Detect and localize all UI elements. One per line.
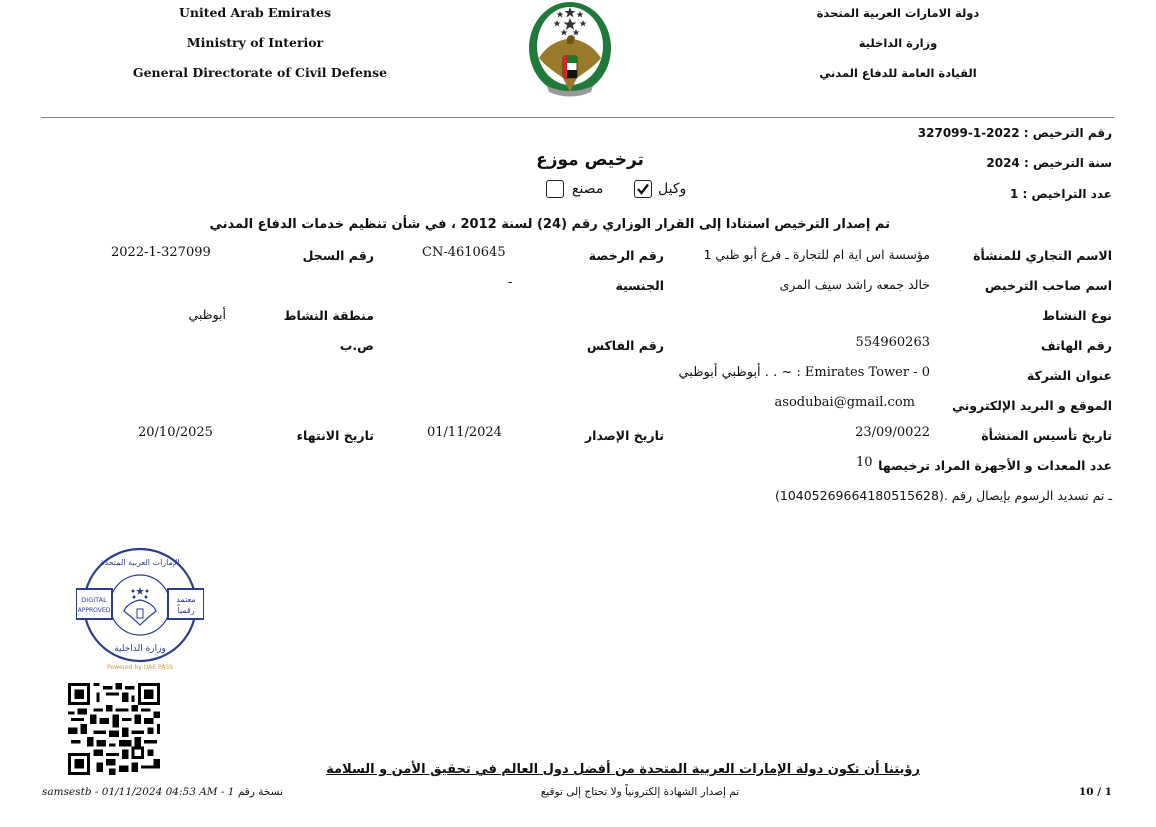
- license-count-line: [1010, 187, 1112, 201]
- footer-electronic-note: تم إصدار الشهادة إلكترونياً ولا تحتاج إلى توقيع: [540, 786, 740, 798]
- issue-date-label: تاريخ الإصدار: [584, 428, 664, 443]
- stamp-bottom-text: وزارة الداخلية: [114, 644, 166, 654]
- license-number-label: رقم الترخيص :: [1023, 126, 1112, 140]
- footer-version-number: 1: [227, 786, 235, 798]
- registry-value: 2022-1-327099: [111, 245, 211, 260]
- license-number-value: 327099-1-2022: [917, 126, 1020, 140]
- qr-code-icon: [68, 683, 160, 775]
- checkbox-manufacturer-label: مصنع: [572, 181, 604, 197]
- po-box-label: ص.ب: [339, 338, 374, 353]
- stamp-right-line2: رقمياً: [177, 606, 195, 615]
- checkmark-icon: [636, 182, 650, 196]
- fax-label: رقم الفاكس: [586, 338, 664, 353]
- document-title: ترخيص موزع: [536, 150, 644, 170]
- nationality-value: -: [508, 275, 513, 290]
- phone-label: رقم الهاتف: [1040, 338, 1112, 353]
- checkbox-manufacturer[interactable]: [546, 180, 603, 198]
- nationality-label: الجنسية: [615, 278, 664, 293]
- header-en-ministry: Ministry of Interior: [186, 35, 324, 50]
- license-number-line: [918, 126, 1112, 140]
- checkbox-agent[interactable]: [634, 180, 686, 198]
- checkbox-agent-box[interactable]: [634, 180, 652, 198]
- established-label: تاريخ تأسيس المنشأة: [981, 428, 1112, 443]
- license-year-line: [986, 156, 1112, 170]
- license-year-value: 2024: [986, 156, 1020, 170]
- trade-name-value: مؤسسة اس اية ام للتجارة ـ فرع أبو ظبي 1: [703, 247, 930, 262]
- footer-page-number: 10 / 1: [1078, 786, 1112, 798]
- email-label: الموقع و البريد الإلكتروني: [951, 398, 1112, 413]
- header-ar-country: دولة الامارات العربية المتحدة: [816, 6, 980, 20]
- email-value: asodubai@gmail.com: [774, 395, 915, 410]
- header-en-country: United Arab Emirates: [179, 5, 331, 20]
- activity-type-label: نوع النشاط: [1042, 308, 1112, 323]
- stamp-approved-text: APPROVED: [77, 607, 111, 614]
- license-no-label: رقم الرخصة: [588, 248, 664, 263]
- checkbox-manufacturer-box[interactable]: [546, 180, 564, 198]
- checkbox-agent-label: وكيل: [658, 181, 687, 197]
- footer-user-stamp: [42, 786, 283, 798]
- registry-label: رقم السجل: [302, 248, 374, 263]
- header-ar-ministry: وزارة الداخلية: [858, 36, 938, 50]
- owner-label: اسم صاحب الترخيص: [984, 278, 1112, 293]
- license-count-label: عدد التراخيص :: [1022, 187, 1112, 201]
- decree-text: تم إصدار الترخيص استنادا إلى القرار الوزاري رقم (24) لسنة 2012 ، في شأن تنظيم خدمات الدفاع المدني: [209, 217, 890, 232]
- issue-date-value: 01/11/2024: [427, 425, 502, 440]
- stamp-right-line1: معتمد: [176, 595, 196, 604]
- expiry-label: تاريخ الانتهاء: [296, 428, 374, 443]
- stamp-powered-text: Powered by UAE PASS: [107, 664, 173, 671]
- address-value: Emirates Tower - 0 : ~ . . أبوظبي أبوظبي: [678, 365, 930, 380]
- established-value: 23/09/0022: [855, 425, 930, 440]
- stamp-digital-text: DIGITAL: [81, 596, 107, 604]
- trade-name-label: الاسم التجاري للمنشأة: [973, 248, 1112, 263]
- owner-value: خالد جمعه راشد سيف المرى: [779, 277, 930, 292]
- header-en-directorate: General Directorate of Civil Defense: [132, 65, 388, 80]
- activity-area-label: منطقة النشاط: [283, 308, 374, 323]
- expiry-value: 20/10/2025: [138, 425, 213, 440]
- footer-user-timestamp: samsestb - 01/11/2024 04:53 AM -: [42, 786, 228, 798]
- header-ar-directorate: القيادة العامة للدفاع المدني: [819, 66, 977, 80]
- license-year-label: سنة الترخيص :: [1023, 156, 1112, 170]
- footer-version-label: نسخة رقم: [237, 786, 283, 798]
- activity-area-value: أبوظبي: [188, 307, 226, 322]
- uae-emblem-icon: [527, 0, 613, 103]
- header-divider: [41, 117, 1114, 118]
- equipment-value: 10: [856, 455, 873, 470]
- digital-approved-stamp-icon: [76, 545, 204, 673]
- fee-payment-note: ـ تم تسديد الرسوم بإيصال رقم .(10405269664180515628): [774, 488, 1112, 503]
- stamp-top-text: الإمارات العربية المتحدة: [100, 558, 180, 567]
- address-label: عنوان الشركة: [1026, 368, 1112, 383]
- license-count-value: 1: [1009, 187, 1019, 201]
- equipment-label: عدد المعدات و الأجهزة المراد ترخيصها: [878, 458, 1112, 473]
- phone-value: 554960263: [855, 335, 930, 350]
- license-no-value: CN-4610645: [422, 245, 506, 260]
- vision-statement: رؤيتنا أن تكون دولة الإمارات العربية المتحدة من أفضل دول العالم في تحقيق الأمن و السلامة: [326, 762, 920, 777]
